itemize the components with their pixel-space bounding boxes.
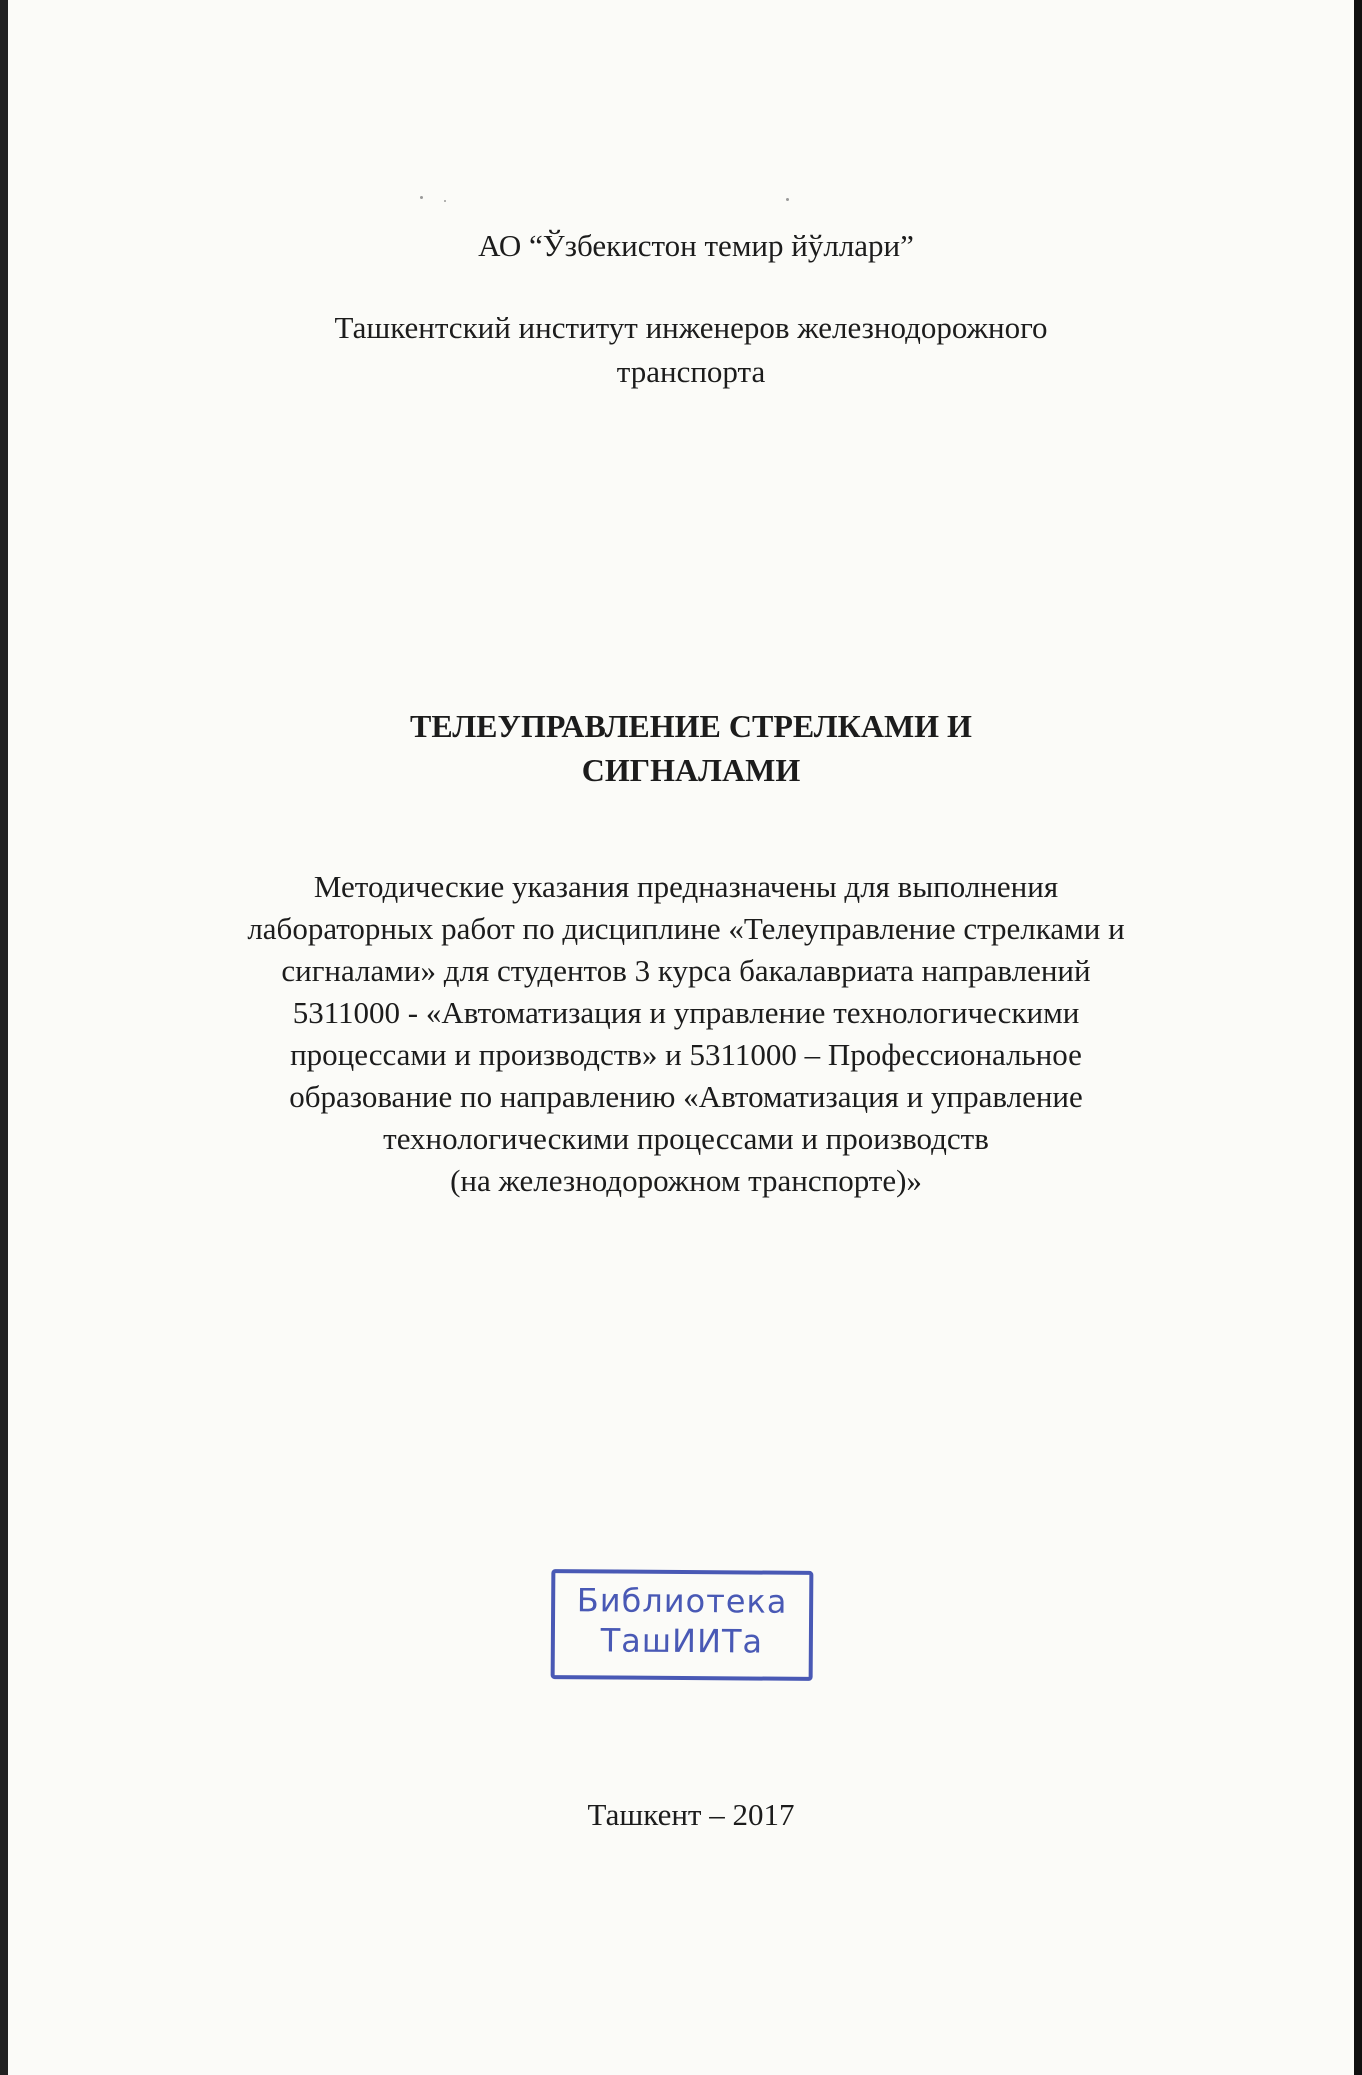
- page-left-edge: [0, 0, 8, 2075]
- description-line: Методические указания предназначены для выполнения: [313, 869, 1059, 904]
- description-line: (на железнодорожном транспорте)»: [450, 1163, 922, 1198]
- scan-speck: [444, 200, 446, 202]
- city-year: Ташкент – 2017: [587, 1797, 795, 1832]
- institute-name-line1: Ташкентский институт инженеров железнодорожного: [334, 310, 1048, 345]
- description-line: лабораторных работ по дисциплине «Телеуправление стрелками и: [247, 911, 1125, 946]
- organization-name: АО “Ўзбекистон темир йўллари”: [478, 228, 914, 263]
- description-line: процессами и производств» и 5311000 – Профессиональное: [290, 1037, 1082, 1072]
- description-block: [8, 866, 1354, 1202]
- scan-speck: [420, 196, 423, 199]
- document-title-line1: ТЕЛЕУПРАВЛЕНИЕ СТРЕЛКАМИ И: [410, 708, 972, 744]
- scan-speck: [786, 198, 789, 201]
- stamp-line2: ТашИИТа: [600, 1621, 764, 1661]
- page-right-edge: [1354, 0, 1362, 2075]
- document-title-line2: СИГНАЛАМИ: [581, 752, 801, 788]
- description-line: технологическими процессами и производств: [383, 1121, 989, 1156]
- library-stamp: [551, 1569, 814, 1681]
- institute-name-line2: транспорта: [616, 354, 766, 389]
- document-page: [8, 0, 1354, 2075]
- description-line: образование по направлению «Автоматизация и управление: [289, 1079, 1083, 1114]
- stamp-line1: Библиотека: [576, 1581, 788, 1621]
- description-line: 5311000 - «Автоматизация и управление технологическими: [292, 995, 1080, 1030]
- description-line: сигналами» для студентов 3 курса бакалавриата направлений: [281, 953, 1091, 988]
